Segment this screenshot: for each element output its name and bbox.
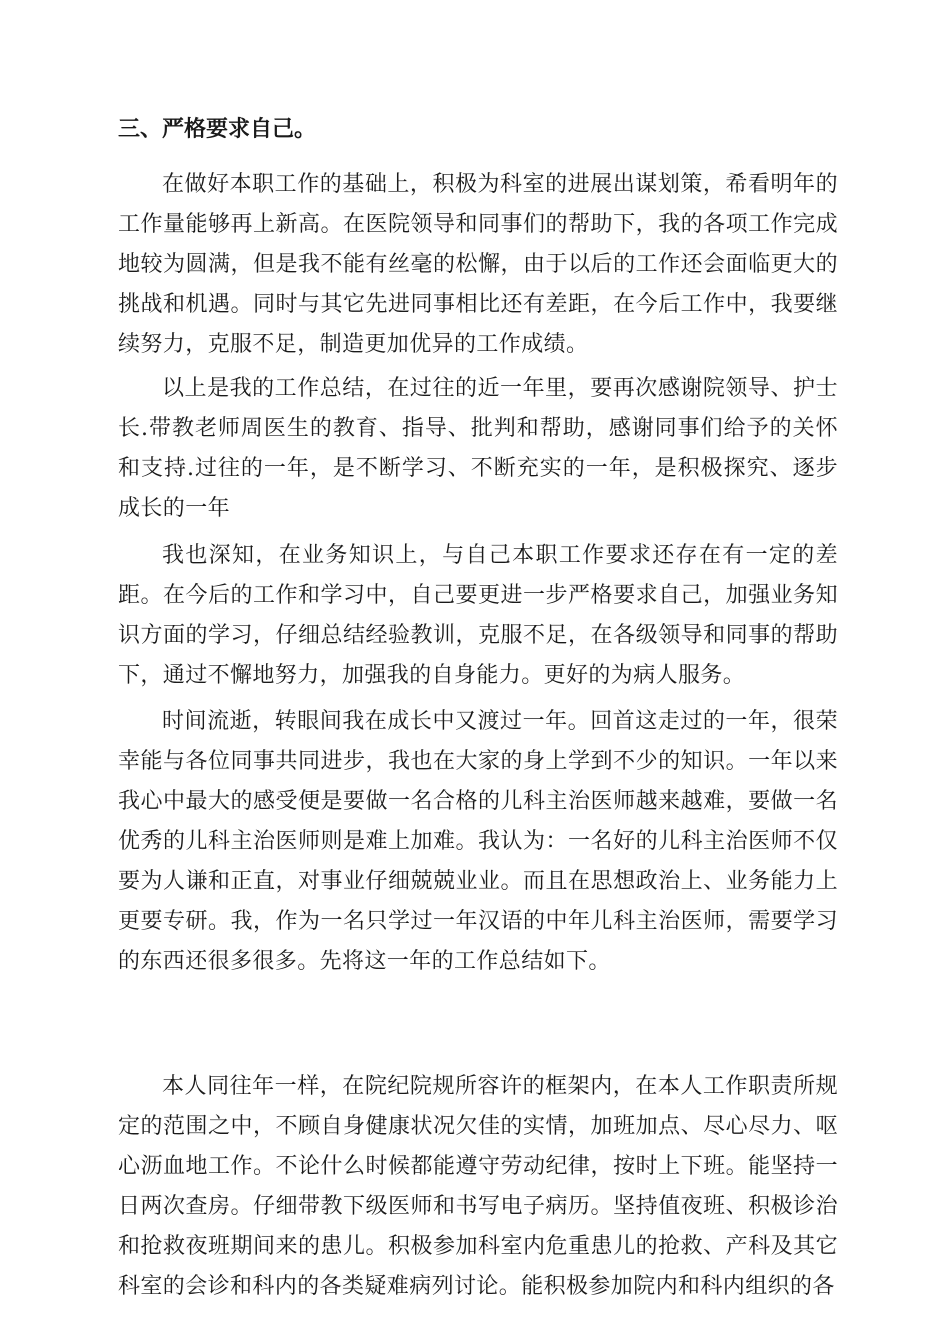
paragraph-5: 本人同往年一样，在院纪院规所容许的框架内，在本人工作职责所规定的范围之中，不顾自身健康状况欠佳的实情，加班加点、尽心尽力、呕心沥血地工作。不论什么时候都能遵守劳动纪律，按时上下班。能坚持一日两次查房。仔细带教下级医师和书写电子病历。坚持值夜班、积极诊治和抢救夜班期间来的患儿。积极参加科室内危重患儿的抢救、产科及其它科室的会诊和科内的各类疑难病列讨论。能积极参加院内和科内组织的各 xyxy=(118,1074,838,1299)
paragraph-3: 我也深知，在业务知识上，与自己本职工作要求还存在有一定的差距。在今后的工作和学习中，自己要更进一步严格要求自己，加强业务知识方面的学习，仔细总结经验教训，克服不足，在各级领导和同事的帮助下，通过不懈地努力，加强我的自身能力。更好的为病人服务。 xyxy=(118,543,838,688)
paragraph-2: 以上是我的工作总结，在过往的近一年里，要再次感谢院领导、护士长.带教老师周医生的教育、指导、批判和帮助，感谢同事们给予的关怀和支持.过往的一年，是不断学习、不断充实的一年，是积极探究、逐步成长的一年 xyxy=(118,376,838,521)
section-heading: 三、严格要求自己。 xyxy=(118,117,317,142)
paragraph-4: 时间流逝，转眼间我在成长中又渡过一年。回首这走过的一年，很荣幸能与各位同事共同进步，我也在大家的身上学到不少的知识。一年以来我心中最大的感受便是要做一名合格的儿科主治医师越来越难，要做一名优秀的儿科主治医师则是难上加难。我认为：一名好的儿科主治医师不仅要为人谦和正直，对事业仔细兢兢业业。而且在思想政治上、业务能力上更要专研。我，作为一名只学过一年汉语的中年儿科主治医师，需要学习的东西还很多很多。先将这一年的工作总结如下。 xyxy=(118,709,838,974)
paragraph-1: 在做好本职工作的基础上，积极为科室的进展出谋划策，希看明年的工作量能够再上新高。在医院领导和同事们的帮助下，我的各项工作完成地较为圆满，但是我不能有丝毫的松懈，由于以后的工作还会面临更大的挑战和机遇。同时与其它先进同事相比还有差距，在今后工作中，我要继续努力，克服不足，制造更加优异的工作成绩。 xyxy=(118,172,838,357)
